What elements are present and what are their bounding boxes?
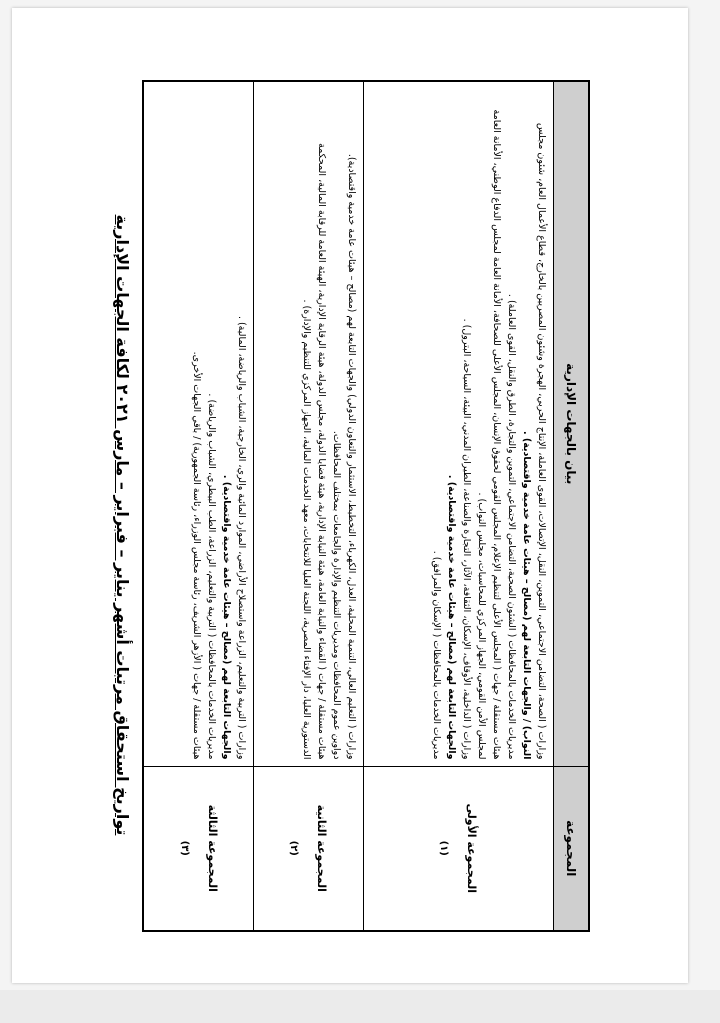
group-cell [254, 766, 364, 931]
group-number: (٣) [178, 840, 190, 856]
entity-line: هيئات مستقلة / جهات ( الأزهر الشريف، رئاسة مجلس الوزراء، رئاسة الجمهورية) / باقي الجهات الأخرى. [191, 351, 202, 760]
table-header-row [554, 81, 590, 931]
entity-line: وزارات ( الداخلية، الأوقاف، الإسكان، الثقافة، الآثار، التجارة والصناعة، الطيران المدني، البيئة، السياحة، البترول) . [461, 318, 472, 760]
header-entities: بيان بالجهات الإدارية [554, 81, 590, 766]
document-title: تواريخ استحقاق مرتبات أشهر يناير – فبراير – مارس ٢٠٢١ لكافة الجهات الإدارية [113, 214, 132, 836]
entity-line: الدستورية العليا، دار الإفتاء المصرية، اللجنة العليا للانتخابات، معهد الخدمات المالية، الجهاز المركزي للتنظيم والإدارة) . [301, 299, 312, 760]
entity-line: النواب) / والجهات التابعة لهم (مصالح – هيئات عامة خدمية واقتصادية) . [521, 430, 532, 760]
entity-line: وزارات ( الصحة، التضامن الاجتماعي، التموين، النقل، الإتصالات، القوى العاملة، الإنتاج الحربي، الهجرة وشئون المصريين بالخارج، قطاع الأعمال العام، شئون مجلس [536, 122, 547, 760]
table-row [254, 81, 364, 931]
entity-line: وزارات ( التعليم العالي، التنمية المحلية، العدل، الكهرباء، التخطيط، الاستثمار والتعاون الدولي) والجهات التابعة لهم (مصالح – هيئات عامة خدمية واقتصادية). [346, 153, 357, 760]
group-number: (٢) [288, 840, 300, 856]
group-name: المجموعة الثانية [315, 804, 329, 892]
table-row [144, 81, 254, 931]
entity-line: مديريات الخدمات بالمحافظات ( الشئون الصحية، التضامن الاجتماعي، التموين والتجارة، الطرق والنقل، القوى العاملة) . [506, 293, 517, 760]
entities-cell [254, 81, 364, 766]
entity-line: والجهات التابعة لهم (مصالح – هيئات عامة خدمية واقتصادية) . [221, 474, 232, 760]
group-cell [364, 766, 554, 931]
entity-line: لمجلس الأمن القومي، الجهاز المركزي للمحاسبات، مجلس النواب) . [476, 492, 487, 760]
entity-line: وزارات ( التربية والتعليم، الزراعة واستصلاح الأراضي، الموارد المائية والري، الخارجية، الشباب والرياضة، المالية) . [236, 315, 247, 760]
entity-line: والجهات التابعة لهم (مصالح – هيئات عامة خدمية واقتصادية) . [446, 474, 457, 760]
salary-schedule-table [143, 80, 591, 932]
entity-line: هيئات مستقلة / جهات ( المجلس الأعلى لتنظيم الإعلام، المجلس القومي لحقوق الإنسان، المجلس الأعلى للصحافة، الأمانة العامة لمجلس الدفاع الوطني، الأمانة العامة [491, 109, 502, 760]
entities-cell [364, 81, 554, 766]
entity-line: هيئات مستقلة / جهات ( القضاء والنيابة العامة، هيئة النيابة الإدارية، هيئة قضايا الدولة، مجلس الدولة، هيئة الرقابة الإدارية، الهيئة العامة للرقابة المالية، المحكمة [316, 143, 327, 760]
entity-line: مديريات الخدمات بالمحافظات ( الإسكان والمرافق) . [431, 550, 442, 760]
entity-line: دواوين عموم المحافظات ومديريات التنظيم والإدارة والجامعات بمختلف المحافظات. [331, 430, 342, 760]
entity-line: مديريات الخدمات بالمحافظات ( التربية والتعليم، الزراعة، الطب البيطري، الشباب والرياضة) . [206, 393, 217, 760]
group-cell [144, 766, 254, 931]
table-row [364, 81, 554, 931]
group-name: المجموعة الثالثة [205, 804, 219, 892]
group-name: المجموعة الأولى [465, 803, 479, 894]
header-group: المجموعة [554, 766, 590, 931]
entities-cell [144, 81, 254, 766]
group-number: (١) [438, 840, 450, 856]
